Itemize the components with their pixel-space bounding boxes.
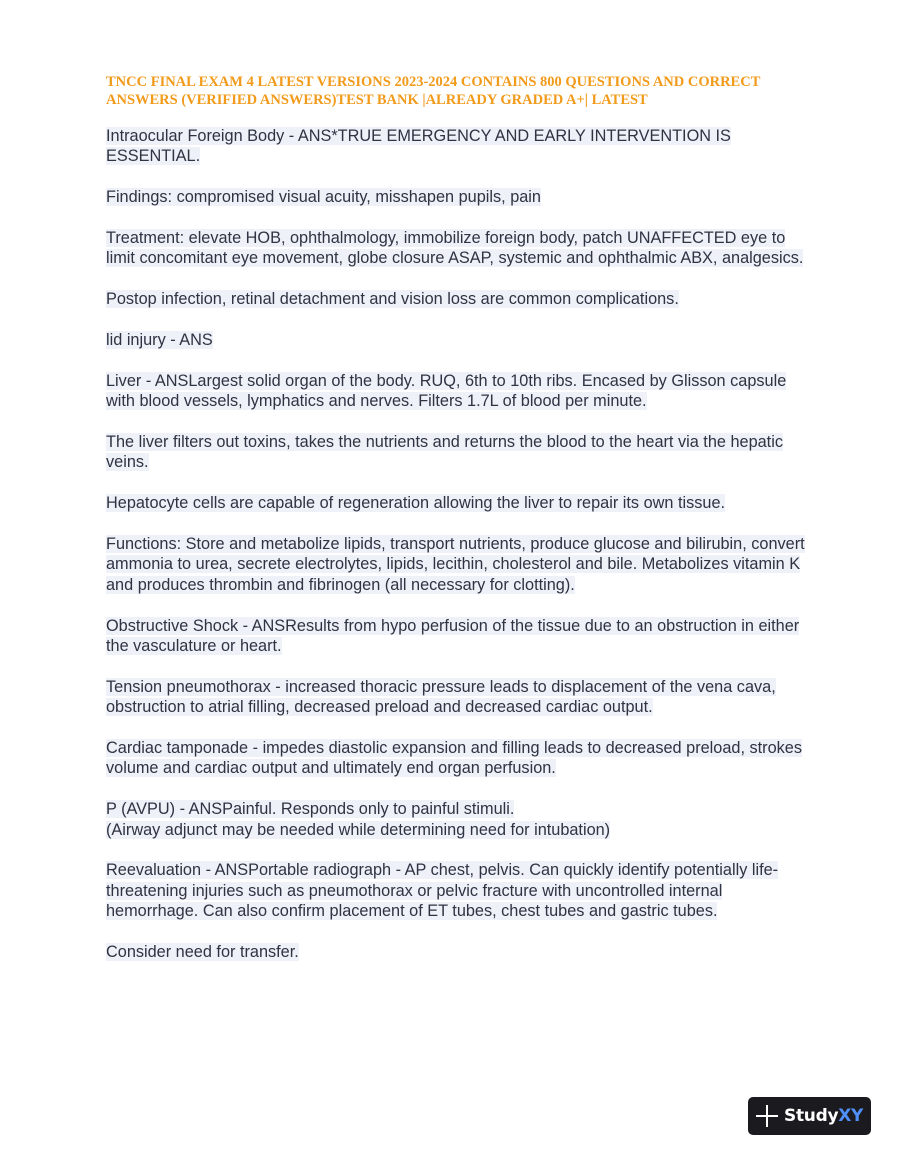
paragraph-cardiac-tamponade: Cardiac tamponade - impedes diastolic expansion and filling leads to decreased preload, strokes volume and cardiac output and ultimately end organ perfusion. bbox=[106, 739, 802, 778]
paragraph-intraocular-foreign-body: Intraocular Foreign Body - ANS*TRUE EMERGENCY AND EARLY INTERVENTION IS ESSENTIAL. bbox=[106, 127, 731, 166]
paragraph-tension-pneumothorax: Tension pneumothorax - increased thoracic pressure leads to displacement of the vena cava, obstruction to atrial filling, decreased preload and decreased cardiac output. bbox=[106, 677, 776, 717]
studyxy-logo-badge[interactable] bbox=[748, 1097, 871, 1135]
paragraph-lid-injury: lid injury - ANS bbox=[106, 331, 213, 349]
paragraph-liver-filters: The liver filters out toxins, takes the nutrients and returns the blood to the heart via the hepatic veins. bbox=[106, 433, 783, 472]
paragraph-liver: Liver - ANSLargest solid organ of the body. RUQ, 6th to 10th ribs. Encased by Glisson capsule with blood vessels, lymphatics and nerves. Filters 1.7L of blood per minute. bbox=[106, 371, 787, 411]
paragraph-functions: Functions: Store and metabolize lipids, transport nutrients, produce glucose and bilirubin, convert ammonia to urea, secrete electrolytes, lipids, lecithin, cholesterol and bile. Metabolizes vitamin K and produces thrombin and fibrinogen (all necessary for clotting). bbox=[106, 535, 805, 594]
paragraph-consider-transfer: Consider need for transfer. bbox=[106, 943, 299, 962]
paragraph-reevaluation: Reevaluation - ANSPortable radiograph - AP chest, pelvis. Can quickly identify potentially life-threatening injuries such as pneumothorax or pelvic fracture with uncontrolled internal hemorrhage. Can also confirm placement of ET tubes, chest tubes and gastric tubes. bbox=[106, 861, 779, 921]
paragraph-obstructive-shock: Obstructive Shock - ANSResults from hypo perfusion of the tissue due to an obstruction in either the vasculature or heart. bbox=[106, 616, 800, 656]
paragraph-avpu-painful: P (AVPU) - ANSPainful. Responds only to painful stimuli. (Airway adjunct may be needed while determining need for intubation) bbox=[106, 800, 611, 839]
paragraph-hepatocyte: Hepatocyte cells are capable of regeneration allowing the liver to repair its own tissue. bbox=[106, 494, 726, 513]
plus-icon bbox=[756, 1105, 778, 1127]
document-title: TNCC FINAL EXAM 4 LATEST VERSIONS 2023-2024 CONTAINS 800 QUESTIONS AND CORRECT ANSWERS (VERIFIED ANSWERS)TEST BANK |ALREADY GRADED A+| LATEST bbox=[106, 74, 761, 108]
paragraph-postop: Postop infection, retinal detachment and vision loss are common complications. bbox=[106, 290, 679, 309]
brand-name-xy: XY bbox=[838, 1106, 864, 1126]
document-body bbox=[106, 126, 806, 983]
paragraph-treatment: Treatment: elevate HOB, ophthalmology, immobilize foreign body, patch UNAFFECTED eye to limit concomitant eye movement, globe closure ASAP, systemic and ophthalmic ABX, analgesics. bbox=[106, 229, 804, 268]
brand-name-study: Study bbox=[784, 1106, 839, 1126]
brand-name bbox=[784, 1106, 863, 1126]
paragraph-findings: Findings: compromised visual acuity, misshapen pupils, pain bbox=[106, 188, 541, 207]
